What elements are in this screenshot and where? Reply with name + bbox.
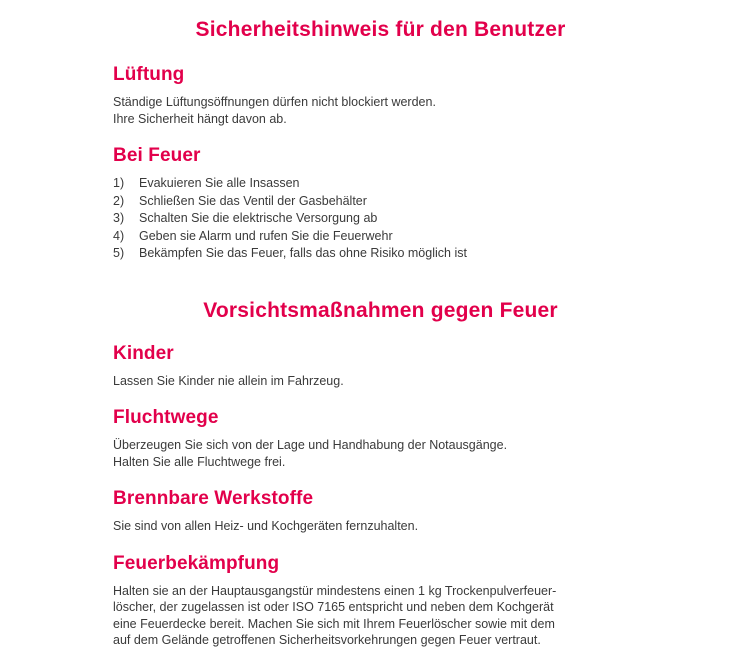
ordered-list-bei-feuer: [30, 175, 701, 263]
list-item-number: 2): [113, 193, 125, 208]
section-text-brennbare-werkstoffe: [30, 518, 701, 535]
list-item-text: Schalten Sie die elektrische Versorgung ab: [139, 211, 378, 225]
section-feuerbekaempfung: [30, 553, 701, 649]
list-item-text: Geben sie Alarm und rufen Sie die Feuerwehr: [139, 228, 393, 243]
list-item: [113, 193, 701, 211]
section-heading-lueftung: Lüftung: [113, 64, 185, 85]
list-item-text: Bekämpfen Sie das Feuer, falls das ohne Risiko möglich ist: [139, 246, 467, 260]
text-line: Überzeugen Sie sich von der Lage und Handhabung der Notausgänge.: [113, 438, 508, 452]
list-item-number: 3): [113, 211, 125, 225]
section-bei-feuer: [30, 145, 701, 263]
section-heading-feuerbekaempfung: Feuerbekämpfung: [113, 552, 280, 574]
list-item-number: 1): [113, 176, 125, 190]
section-brennbare-werkstoffe: [30, 488, 701, 535]
list-item: [113, 228, 701, 246]
list-item-number: 5): [113, 246, 125, 260]
list-item: [113, 175, 701, 193]
text-line: Halten Sie alle Fluchtwege frei.: [113, 454, 286, 469]
list-item-text: Evakuieren Sie alle Insassen: [139, 176, 300, 190]
text-line: auf dem Gelände getroffenen Sicherheitsvorkehrungen gegen Feuer vertraut.: [113, 633, 541, 647]
page-subtitle: Vorsichtsmaßnahmen gegen Feuer: [203, 298, 558, 322]
section-text-feuerbekaempfung: [30, 583, 701, 649]
list-item-number: 4): [113, 228, 125, 243]
text-line: Ihre Sicherheit hängt davon ab.: [113, 111, 287, 126]
section-heading-kinder: Kinder: [113, 342, 174, 364]
page-title: Sicherheitshinweis für den Benutzer: [195, 18, 566, 41]
section-kinder: [30, 343, 701, 390]
list-item: [113, 210, 701, 228]
section-text-lueftung: [30, 94, 701, 127]
section-heading-fluchtwege: Fluchtwege: [113, 407, 219, 428]
section-heading-bei-feuer: Bei Feuer: [113, 145, 201, 166]
section-heading-brennbare-werkstoffe: Brennbare Werkstoffe: [113, 488, 314, 509]
list-item-text: Schließen Sie das Ventil der Gasbehälter: [139, 193, 367, 208]
section-fluchtwege: [30, 407, 701, 470]
text-line: eine Feuerdecke bereit. Machen Sie sich mit Ihrem Feuerlöscher sowie mit dem: [113, 616, 555, 631]
section-text-kinder: [30, 373, 701, 390]
text-line: Ständige Lüftungsöffnungen dürfen nicht blockiert werden.: [113, 95, 436, 109]
text-line: Halten sie an der Hauptausgangstür mindestens einen 1 kg Trockenpulverfeuer-: [113, 583, 557, 598]
section-text-fluchtwege: [30, 437, 701, 470]
text-line: Lassen Sie Kinder nie allein im Fahrzeug.: [113, 373, 344, 388]
text-line: Sie sind von allen Heiz- und Kochgeräten fernzuhalten.: [113, 519, 419, 533]
section-lueftung: [30, 64, 701, 127]
text-line: löscher, der zugelassen ist oder ISO 7165 entspricht und neben dem Kochgerät: [113, 600, 554, 614]
list-item: [113, 245, 701, 263]
